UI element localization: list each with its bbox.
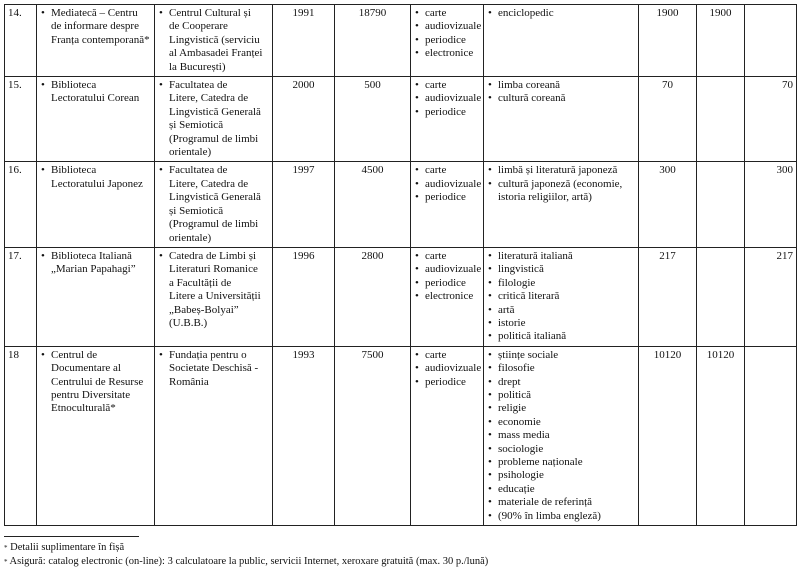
library-name-line: pentru Diversitate [51,388,131,401]
format-item: • carte [414,7,480,20]
domain-item: • cultură japoneză (economie, [487,178,635,191]
volume-count: 4500 [335,162,411,247]
founding-year: 1996 [273,247,335,346]
institution-line: al Ambasadei Franței [169,47,263,60]
value-third: 70 [745,77,797,162]
format-item: • audiovizuale [414,362,480,375]
library-name-line: Franța contemporană* [51,33,150,46]
table-body [5,5,797,526]
domains [487,7,635,20]
format-item: • periodice [414,376,480,389]
parent-institution [155,247,273,346]
value-total: 300 [639,162,697,247]
table-row [5,5,797,77]
volume-count: 7500 [335,346,411,525]
domains-list [484,247,639,346]
domain-item: • filologie [487,277,635,290]
institution-line: de Cooperare [169,20,228,33]
domain-item: • limbă și literatură japoneză [487,164,635,177]
library-name-line: Etnoculturală* [51,402,116,415]
institution-line: „Babeș-Bolyai” [169,303,239,316]
footnotes [4,541,488,569]
value-second [697,247,745,346]
domain-item: • sociologie [487,443,635,456]
row-number: 18 [5,346,37,525]
footnote-text: Asigură: catalog electronic (on-line): 3 calculatoare la public, servicii Internet, xeroxare gratuită (max. 30 p./lună) [9,556,489,567]
library-name-line: „Marian Papahagi” [51,263,136,276]
domain-item: istoria religiilor, artă) [498,191,592,204]
institution-line: orientale) [169,231,212,244]
library-name [37,162,155,247]
formats-list [411,77,484,162]
domain-item: • artă [487,304,635,317]
table-row [5,77,797,162]
format-item: • carte [414,250,480,263]
domain-item: • probleme naționale [487,456,635,469]
library-table [4,4,797,526]
parent-institution [155,162,273,247]
institution-line: (Programul de limbi [169,132,259,145]
format-item: • periodice [414,191,480,204]
formats-list [411,162,484,247]
domain-item: • istorie [487,317,635,330]
format-item: • audiovizuale [414,178,480,191]
value-third [745,5,797,77]
formats [414,79,480,119]
domain-item: • literatură italiană [487,250,635,263]
parent-institution [155,5,273,77]
institution-line: • Fundația pentru o [158,349,269,362]
institution-line: Literaturi Romanice [169,263,258,276]
institution-line: Lingvistică Generală [169,105,261,118]
format-item: • audiovizuale [414,20,480,33]
institution-line: și Semiotică [169,119,224,132]
domain-item: • mass media [487,429,635,442]
domain-item: • psihologie [487,469,635,482]
institution-line: a Facultății de [169,276,232,289]
row-number: 17. [5,247,37,346]
domains-list [484,5,639,77]
formats-list [411,346,484,525]
table-row [5,247,797,346]
footnote [4,555,488,569]
domains-list [484,346,639,525]
domains [487,164,635,204]
volume-count: 18790 [335,5,411,77]
domain-item: • enciclopedic [487,7,635,20]
value-total: 217 [639,247,697,346]
institution-line: Litere, Catedra de [169,177,249,190]
library-name-line: Documentare al [51,362,121,375]
formats [414,349,480,389]
domain-item: • lingvistică [487,263,635,276]
library-name-line: Lectoratului Japonez [51,177,143,190]
format-item: • electronice [414,47,480,60]
formats [414,250,480,304]
domain-item: • economie [487,416,635,429]
volume-count: 2800 [335,247,411,346]
value-third: 300 [745,162,797,247]
institution-line: • Centrul Cultural și [158,7,269,20]
domain-item: • filosofie [487,362,635,375]
format-item: • carte [414,79,480,92]
library-name [37,77,155,162]
format-item: • audiovizuale [414,92,480,105]
row-number: 14. [5,5,37,77]
value-third [745,346,797,525]
domain-item: • limba coreană [487,79,635,92]
institution-line: (U.B.B.) [169,316,208,329]
volume-count: 500 [335,77,411,162]
domain-item: • politică italiană [487,330,635,343]
domain-item: • drept [487,376,635,389]
value-total: 70 [639,77,697,162]
table-row [5,162,797,247]
value-second: 10120 [697,346,745,525]
institution-line: Lingvistică Generală [169,191,261,204]
value-total: 1900 [639,5,697,77]
footnote-text: Detalii suplimentare în fișă [10,542,125,553]
library-name-line: • Mediatecă – Centru [40,7,151,20]
format-item: • periodice [414,106,480,119]
library-name-line: Centrului de Resurse [51,375,144,388]
library-name-line: • Centrul de [40,349,151,362]
library-name-line: Lectoratului Corean [51,92,140,105]
domains [487,250,635,344]
library-name-line: de informare despre [51,20,139,33]
footnote-mark: * [4,558,8,566]
domain-item: • educație [487,483,635,496]
institution-line: Lingvistică (serviciu [169,33,260,46]
format-item: • periodice [414,34,480,47]
library-name [37,346,155,525]
format-item: • carte [414,349,480,362]
format-item: • carte [414,164,480,177]
row-number: 15. [5,77,37,162]
institution-line: la București) [169,60,226,73]
library-name-line: • Biblioteca [40,79,151,92]
domains [487,79,635,106]
domains [487,349,635,523]
value-total: 10120 [639,346,697,525]
format-item: • periodice [414,277,480,290]
domain-item: • politică [487,389,635,402]
domain-item: • religie [487,402,635,415]
domains-list [484,162,639,247]
institution-line: • Catedra de Limbi și [158,250,269,263]
formats-list [411,5,484,77]
formats [414,164,480,204]
parent-institution [155,77,273,162]
library-name-line: • Biblioteca Italiană [40,250,151,263]
library-name [37,247,155,346]
value-second [697,162,745,247]
institution-line: • Facultatea de [158,164,269,177]
domains-list [484,77,639,162]
institution-line: România [169,375,209,388]
value-third: 217 [745,247,797,346]
formats-list [411,247,484,346]
footnote [4,541,488,555]
domain-item: • cultură coreană [487,92,635,105]
founding-year: 1997 [273,162,335,247]
footnote-mark: * [4,544,8,552]
founding-year: 2000 [273,77,335,162]
institution-line: Societate Deschisă - [169,362,259,375]
domain-item: • științe sociale [487,349,635,362]
institution-line: orientale) [169,146,212,159]
domain-item: • critică literară [487,290,635,303]
domain-item: • (90% în limba engleză) [487,510,635,523]
institution-line: (Programul de limbi [169,218,259,231]
row-number: 16. [5,162,37,247]
parent-institution [155,346,273,525]
institution-line: Litere a Universității [169,290,261,303]
value-second: 1900 [697,5,745,77]
table-row [5,346,797,525]
library-name [37,5,155,77]
footnote-rule [4,536,139,537]
institution-line: • Facultatea de [158,79,269,92]
format-item: • electronice [414,290,480,303]
formats [414,7,480,61]
institution-line: Litere, Catedra de [169,92,249,105]
library-name-line: • Biblioteca [40,164,151,177]
founding-year: 1991 [273,5,335,77]
institution-line: și Semiotică [169,204,224,217]
founding-year: 1993 [273,346,335,525]
format-item: • audiovizuale [414,263,480,276]
value-second [697,77,745,162]
domain-item: • materiale de referință [487,496,635,509]
